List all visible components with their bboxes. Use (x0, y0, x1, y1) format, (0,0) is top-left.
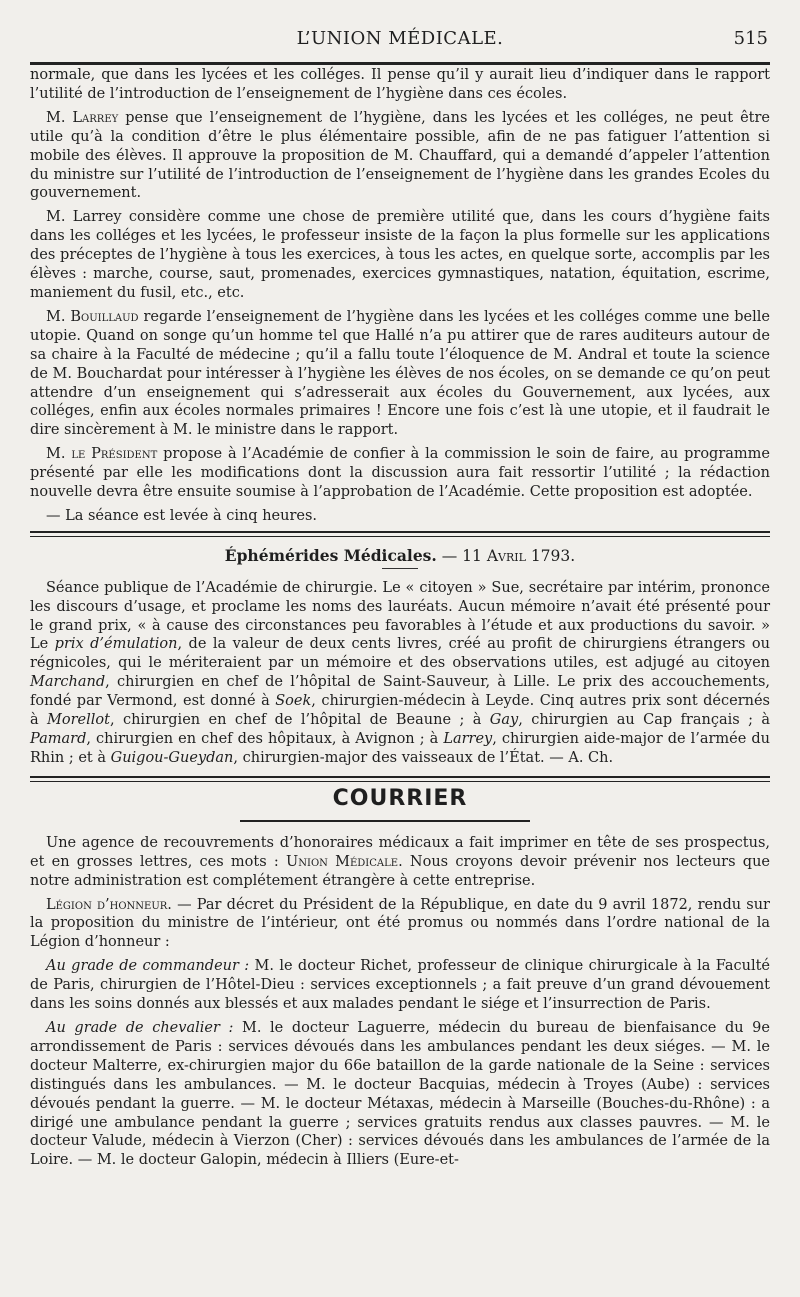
legion-paragraph: Légion d’honneur. — Par décret du Président de la République, en date du 9 avril 1872, rendu sur la proposition du ministre de l’intérieur, ont été promus ou nommés dans l’ordre national de la Légion d’honneur : (30, 896, 770, 951)
chevalier-paragraph: Au grade de chevalier : M. le docteur Laguerre, médecin du bureau de bienfaisance du 9e arrondissement de Paris : services dévoués dans les ambulances pendant les deux siéges. — M. le docteur Malterre, ex-chirurgien major du 66e bataillon de la garde nationale de la Seine : services distingués dans les ambulances. — M. le docteur Bacquias, médecin à Troyes (Aube) : services dévoués pendant la guerre. — M. le docteur Métaxas, médecin à Marseille (Bouches-du-Rhône) : a dirigé une ambulance pendant la guerre ; services gratuits rendus aux classes pauvres. — M. le docteur Valude, médecin à Vierzon (Cher) : services dévoués dans les ambulances de l’armée de la Loire. — M. le docteur Galopin, médecin à Illiers (Eure-et- (30, 1019, 770, 1169)
chevalier-label: Au grade de chevalier : (46, 1019, 234, 1036)
page-content (30, 66, 770, 1175)
page-number: 515 (733, 28, 768, 49)
ephemerides-heading (30, 547, 770, 566)
short-rule (382, 568, 418, 569)
ephemerides-paragraph: Séance publique de l’Académie de chirurgie. Le « citoyen » Sue, secrétaire par intérim, prononce les discours d’usage, et proclame les noms des lauréats. Aucun mémoire n’avait été présenté pour le grand prix, « à cause des circonstances peu favorables à l’étude et aux productions du savoir. » Le prix d’émulation, de la valeur de deux cents livres, créé au profit de chirurgiens étrangers ou régnicoles, qui le mériteraient par un mémoire et des observations utiles, est adjugé au citoyen Marchand, chirurgien en chef de l’hôpital de Saint-Sauveur, à Lille. Le prix des accouchements, fondé par Vermond, est donné à Soek, chirurgien-médecin à Leyde. Cinq autres prix sont décernés à Morellot, chirurgien en chef de l’hôpital de Beaune ; à Gay, chirurgien au Cap français ; à Pamard, chirurgien en chef des hôpitaux, à Avignon ; à Larrey, chirurgien aide-major de l’armée du Rhin ; et à Guigou-Gueydan, chirurgien-major des vaisseaux de l’État. — A. Ch. (30, 579, 771, 766)
ephemerides-title: Éphémérides Médicales. (224, 545, 437, 565)
discussion-paragraph: M. Larrey considère comme une chose de première utilité que, dans les cours d’hygiène faits dans les colléges et les lycées, le professeur insiste de la façon la plus formelle sur les applications des préceptes de l’hygiène à tous les exercices, à tous les actes, en quelque sorte, accomplis par les élèves : marche, course, saut, promenades, exercices gymnastiques, natation, équitation, escrime, maniement du fusil, etc., etc. (30, 209, 770, 301)
session-closed: — La séance est levée à cinq heures. (46, 507, 318, 524)
discussion-paragraph: M. le Président propose à l’Académie de confier à la commission le soin de faire, au programme présenté par elle les modifications dont la discussion aura fait ressortir l’utilité ; la rédaction nouvelle devra être ensuite soumise à l’approbation de l’Académie. Cette proposition est adoptée. (30, 446, 770, 501)
speaker-name: M. Bouillaud (46, 308, 139, 325)
discussion-paragraph: M. Larrey pense que l’enseignement de l’hygiène, dans les lycées et les colléges, ne peut être utile qu’à la condition d’être le plus élémentaire possible, afin de ne pas fatiguer l’attention si mobile des élèves. Il approuve la proposition de M. Chauffard, qui a demandé d’appeler l’attention du ministre sur l’utilité de l’introduction de l’enseignement de l’hygiène dans les grandes Ecoles du gouvernement. (30, 109, 770, 202)
commandeur-paragraph: Au grade de commandeur : M. le docteur Richet, professeur de clinique chirurgicale à la Faculté de Paris, chirurgien de l’Hôtel-Dieu : services exceptionnels ; a fait preuve d’un grand dévouement dans les soins donnés aux blessés et aux malades pendant le siége et l’insurrection de Paris. (30, 958, 770, 1013)
speaker-name: M. Larrey (46, 209, 122, 226)
ephemerides-date: — 11 Avril 1793. (441, 546, 576, 565)
discussion-paragraph: normale, que dans les lycées et les colléges. Il pense qu’il y aurait lieu d’indiquer dans le rapport l’utilité de l’introduction de l’enseignement de l’hygiène dans ces écoles. (30, 67, 770, 102)
discussion-paragraph: M. Bouillaud regarde l’enseignement de l’hygiène dans les lycées et les colléges comme une belle utopie. Quand on songe qu’un homme tel que Hallé n’a pu attirer que de rares auditeurs autour de sa chaire à la Faculté de médecine ; qu’il a fallu toute l’éloquence de M. Andral et toute la science de M. Bouchardat pour intéresser à l’hygiène les élèves de nos écoles, on se demande ce qu’on peut attendre d’un enseignement qui s’adresserait aux écoles du Gouvernement, aux lycées, aux colléges, enfin aux écoles normales primaires ! Encore une fois c’est là une utopie, et il faudrait le dire sincèrement à M. le ministre dans le rapport. (30, 308, 770, 439)
courrier-paragraph: Une agence de recouvrements d’honoraires médicaux a fait imprimer en tête de ses prospectus, et en grosses lettres, ces mots : Union Médicale. Nous croyons devoir prévenir nos lecteurs que notre administration est complétement étrangère à cette entreprise. (30, 834, 770, 889)
courrier-title: COURRIER (332, 785, 468, 811)
speaker-name: M. Larrey (46, 109, 119, 126)
courrier-rule (240, 820, 530, 822)
section-divider (30, 776, 770, 782)
section-divider (30, 531, 770, 537)
courrier-heading (30, 785, 770, 826)
journal-title: L’UNION MÉDICALE. (296, 28, 504, 49)
legion-label: Légion d’honneur. (46, 896, 172, 913)
speaker-name: M. le Président (46, 446, 158, 463)
running-header (30, 28, 770, 54)
commandeur-label: Au grade de commandeur : (46, 958, 250, 975)
